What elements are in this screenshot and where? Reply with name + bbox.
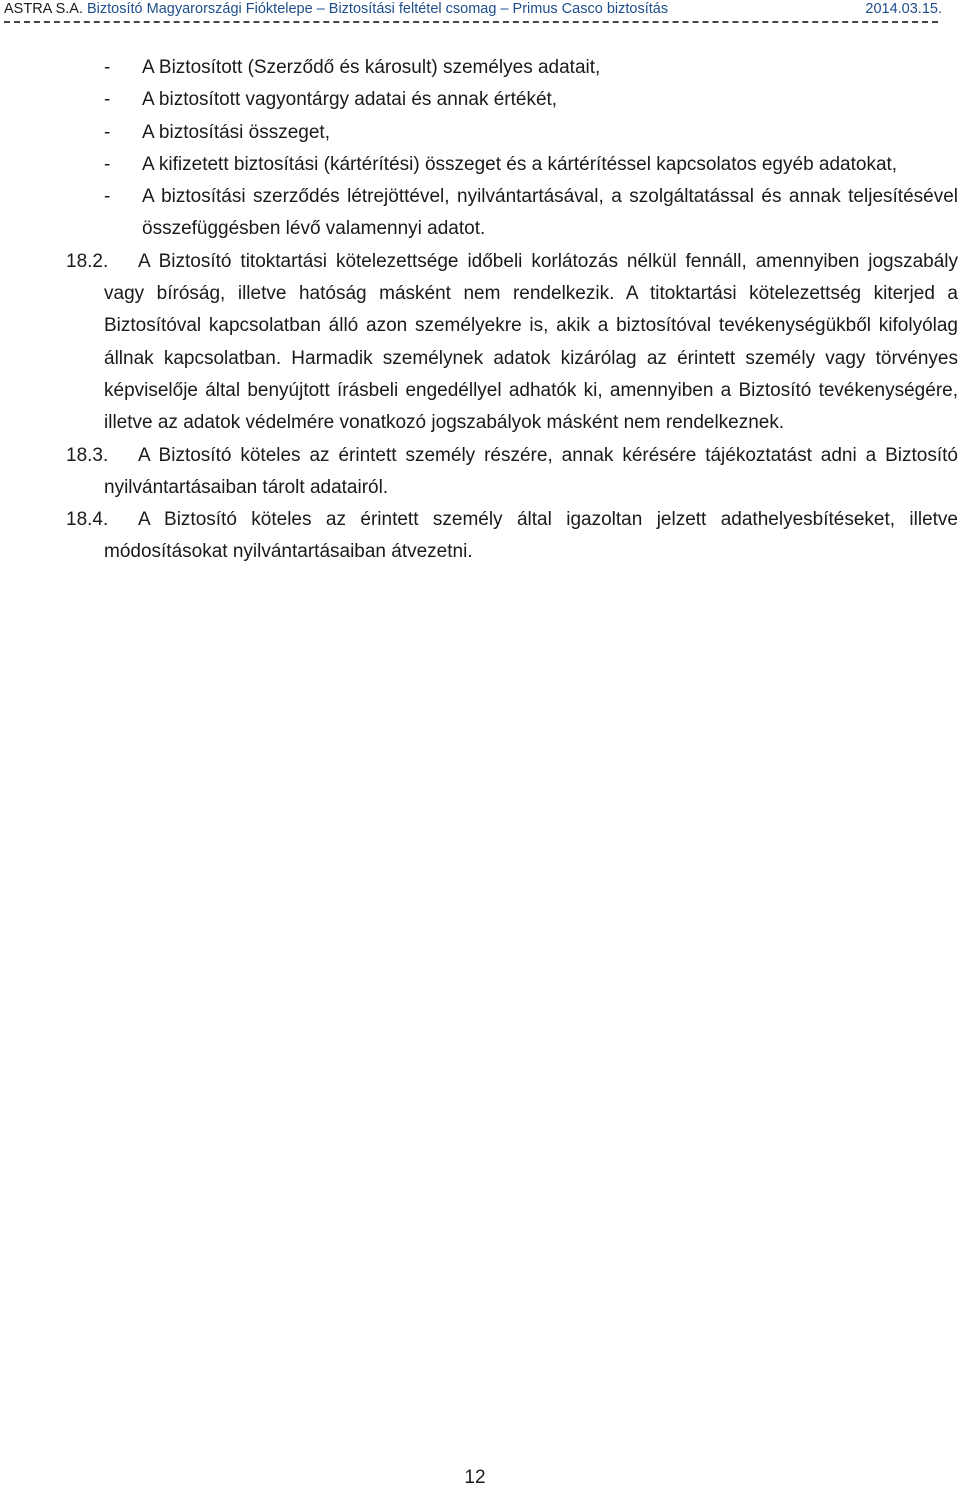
header-title-line [4,1,668,17]
list-item-text: A Biztosított (Szerződő és károsult) személyes adatait, [142,57,601,78]
section-number: 18.3. [66,444,109,466]
bullet-marker: - [104,153,111,175]
bullet-marker: - [104,186,111,208]
list-item-text: A biztosítási szerződés létrejöttével, nyilvántartásával, a szolgáltatással és annak teljesítésével összefüggésben lévő valamennyi adatot. [142,186,958,240]
bullet-marker: - [104,89,111,111]
paragraph-text: A Biztosító köteles az érintett személy részére, annak kérésére tájékoztatást adni a Biztosító nyilvántartásaiban tárolt adatairól. [104,444,958,498]
list-item [0,84,960,116]
header-date: 2014.03.15. [865,1,942,17]
section-number: 18.4. [66,509,109,531]
list-item [0,181,960,246]
page-number: 12 [464,1467,486,1488]
list-item [0,149,960,181]
section-paragraph [0,246,960,440]
list-item [0,52,960,84]
page-header [4,1,956,19]
header-title: Biztosító Magyarországi Fióktelepe – Biztosítási feltétel csomag – Primus Casco biztosítás [87,1,669,17]
section-paragraph [0,504,960,569]
document-body [0,52,960,569]
bullet-marker: - [104,121,111,143]
paragraph-text: A Biztosító köteles az érintett személy által igazoltan jelzett adathelyesbítéseket, illetve módosításokat nyilvántartásaiban átvezetni. [104,509,958,563]
header-divider [4,21,938,23]
list-item-text: A biztosított vagyontárgy adatai és annak értékét, [142,89,558,111]
header-brand: ASTRA S.A. [4,1,83,17]
paragraph-text: A Biztosító titoktartási kötelezettsége időbeli korlátozás nélkül fennáll, amennyiben jogszabály vagy bíróság, illetve hatóság másként nem rendelkezik. A titoktartási kötelezettség kiterjed a Biztosítóval kapcsolatban álló azon személyekre is, akik a biztosítóval tevékenységükből kifolyólag állnak kapcsolatban. Harmadik személynek adatok kizárólag az érintett személy vagy törvényes képviselője által benyújtott írásbeli engedéllyel adhatók ki, amennyiben a Biztosító tevékenységére, illetve az adatok védelmére vonatkozó jogszabályok másként nem rendelkeznek. [104,250,958,434]
bullet-marker: - [104,57,111,78]
list-item-text: A kifizetett biztosítási (kártérítési) összeget és a kártérítéssel kapcsolatos egyéb adatokat, [142,153,898,175]
section-number: 18.2. [66,250,109,272]
list-item-text: A biztosítási összeget, [142,121,330,143]
list-item [0,117,960,149]
section-paragraph [0,440,960,505]
